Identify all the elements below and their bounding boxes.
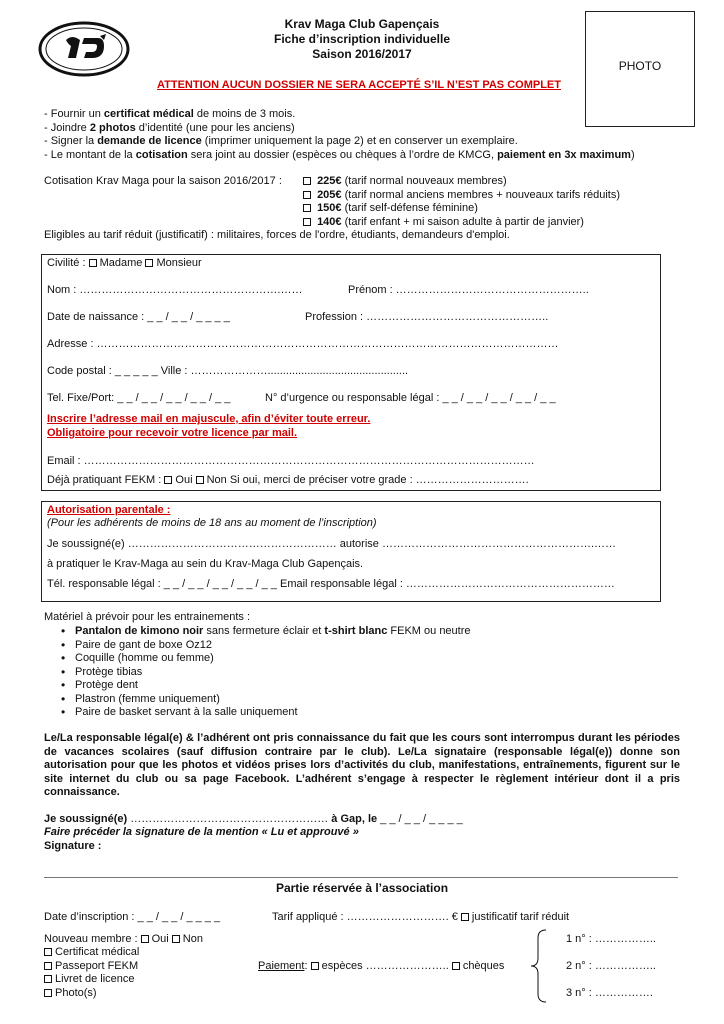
checkbox-icon[interactable] (44, 962, 52, 970)
cheque-3[interactable]: 3 n° : ……………. (566, 987, 653, 999)
eligible-note: Eligibles au tarif réduit (justificatif) : militaires, forces de l'ordre, étudiants, demandeurs d'emploi. (44, 229, 510, 241)
checkbox-oui[interactable] (164, 476, 172, 484)
section-divider (44, 877, 678, 878)
list-item: • Protège dent (59, 679, 471, 693)
requirement-item: - Fournir un certificat médical de moins de 3 mois. (44, 108, 296, 120)
parental-note: (Pour les adhérents de moins de 18 ans au moment de l’inscription) (47, 517, 377, 529)
cotisation-option[interactable]: 225€ (tarif normal nouveaux membres) (303, 175, 620, 189)
checkbox-icon[interactable] (303, 218, 311, 226)
nouveau-membre-row: Nouveau membre : Oui Non (44, 933, 203, 945)
email-field[interactable]: Email : …………………………………………………………………………………………………………… (47, 455, 535, 467)
club-title: Krav Maga Club Gapençais (284, 17, 440, 31)
list-item[interactable]: Passeport FEKM (44, 960, 139, 974)
parental-line-3[interactable]: Tél. responsable légal : _ _ / _ _ / _ _ / _ _ / _ _ Email responsable légal : ………………………………………………… (47, 578, 615, 590)
checkbox-madame[interactable] (89, 259, 97, 267)
list-item: • Paire de basket servant à la salle uniquement (59, 706, 471, 720)
materiel-list (59, 625, 471, 720)
requirement-item: - Joindre 2 photos d’identité (une pour les anciens) (44, 121, 295, 134)
checkbox-icon[interactable] (303, 191, 311, 199)
list-item: • Coquille (homme ou femme) (59, 652, 471, 666)
prenom-field[interactable]: Prénom : …………………………………………….. (348, 284, 589, 296)
fekm-row: Déjà pratiquant FEKM : Oui Non Si oui, merci de préciser votre grade : …………………………. (47, 474, 529, 486)
cotisation-option[interactable]: 140€ (tarif enfant + mi saison adulte à partir de janvier) (303, 216, 620, 230)
list-item[interactable]: Livret de licence (44, 973, 139, 987)
checkbox-icon[interactable] (44, 948, 52, 956)
tel-field[interactable]: Tel. Fixe/Port: _ _ / _ _ / _ _ / _ _ / _ _ (47, 392, 231, 404)
materiel-title: Matériel à prévoir pour les entrainements : (44, 611, 251, 623)
checkbox-monsieur[interactable] (145, 259, 153, 267)
brace-icon (528, 928, 548, 1004)
list-item[interactable]: Photo(s) (44, 987, 139, 1001)
profession-field[interactable]: Profession : ………………………………………….. (305, 311, 549, 323)
requirements-list (44, 108, 635, 162)
civilite-row: Civilité : Madame Monsieur (47, 257, 202, 269)
mail-warning-2: Obligatoire pour recevoir votre licence par mail. (47, 427, 298, 439)
urgence-field[interactable]: N° d’urgence ou responsable légal : _ _ / _ _ / _ _ / _ _ / _ _ (265, 392, 556, 404)
date-inscription[interactable]: Date d’inscription : _ _ / _ _ / _ _ _ _ (44, 911, 221, 923)
checkbox-icon[interactable] (303, 204, 311, 212)
checkbox-cheques[interactable] (452, 962, 460, 970)
association-title: Partie réservée à l’association (275, 881, 449, 895)
requirement-item: - Signer la demande de licence (imprimer uniquement la page 2) et en conserver un exemplaire. (44, 135, 518, 147)
association-checklist (44, 946, 139, 1000)
checkbox-non[interactable] (172, 935, 180, 943)
signature-label: Signature : (44, 840, 102, 852)
adresse-field[interactable]: Adresse : ……………………………………………………………………………………………………………… (47, 338, 559, 350)
photo-label: PHOTO (618, 59, 662, 73)
checkbox-icon[interactable] (44, 989, 52, 997)
warning-banner: ATTENTION AUCUN DOSSIER NE SERA ACCEPTÉ S’IL N’EST PAS COMPLET (157, 79, 561, 91)
cheque-2[interactable]: 2 n° : …………….. (566, 960, 656, 972)
checkbox-especes[interactable] (311, 962, 319, 970)
parental-line-2: à pratiquer le Krav-Maga au sein du Krav-Maga Club Gapençais. (47, 558, 364, 570)
list-item: • Plastron (femme uniquement) (59, 693, 471, 707)
parental-title: Autorisation parentale : (47, 504, 171, 516)
nom-field[interactable]: Nom : ……………………………………………….…… (47, 284, 303, 296)
list-item: • Protège tibias (59, 666, 471, 680)
checkbox-icon[interactable] (303, 177, 311, 185)
cotisation-options (303, 175, 620, 229)
signature-line-1[interactable]: Je soussigné(e) ……………………………………………… à Gap, le _ _ / _ _ / _ _ _ _ (44, 813, 463, 825)
paiement-row: Paiement: espèces ………………….. chèques (258, 960, 505, 972)
cp-ville-field[interactable]: Code postal : _ _ _ _ _ Ville : ………………….............................................. (47, 365, 409, 377)
signature-line-2: Faire précéder la signature de la mention « Lu et approuvé » (44, 826, 359, 838)
checkbox-justificatif[interactable] (461, 913, 469, 921)
disclaimer-paragraph: Le/La responsable légal(e) & l’adhérent ont pris connaissance du fait que les cours sont interrompus durant les périodes de vacances scolaires (sauf diffusion contraire par le club). Le/La signataire (responsable légal(e)) donne son autorisation pour que les photos et vidéos prises lors d’activités du club, manifestations, entraînements, figurent sur le site internet du club ou sa page Facebook. L’adhérent s’engage à respecter le règlement intérieur dont il a pris connaissance. (44, 732, 680, 798)
list-item: • Paire de gant de boxe Oz12 (59, 639, 471, 653)
cotisation-option[interactable]: 150€ (tarif self-défense féminine) (303, 202, 620, 216)
cotisation-option[interactable]: 205€ (tarif normal anciens membres + nouveaux tarifs réduits) (303, 189, 620, 203)
naissance-field[interactable]: Date de naissance : _ _ / _ _ / _ _ _ _ (47, 311, 230, 323)
mail-warning-1: Inscrire l’adresse mail en majuscule, afin d’éviter toute erreur. (47, 413, 371, 425)
season-title: Saison 2016/2017 (312, 47, 412, 61)
checkbox-oui[interactable] (141, 935, 149, 943)
cheque-1[interactable]: 1 n° : …………….. (566, 933, 656, 945)
tarif-applique[interactable]: Tarif appliqué : ………………………. € justificatif tarif réduit (272, 911, 570, 923)
form-title: Fiche d’inscription individuelle (273, 32, 451, 46)
checkbox-non[interactable] (196, 476, 204, 484)
list-item[interactable]: Certificat médical (44, 946, 139, 960)
checkbox-icon[interactable] (44, 975, 52, 983)
requirement-item: - Le montant de la cotisation sera joint au dossier (espèces ou chèques à l’ordre de KMCG, paiement en 3x maximum) (44, 148, 635, 161)
cotisation-label: Cotisation Krav Maga pour la saison 2016/2017 : (44, 175, 282, 187)
parental-line-1[interactable]: Je soussigné(e) ………………………………………………… autorise ………………………………………………….…… (47, 538, 617, 550)
list-item: • Pantalon de kimono noir sans fermeture éclair et t-shirt blanc FEKM ou neutre (59, 625, 471, 639)
